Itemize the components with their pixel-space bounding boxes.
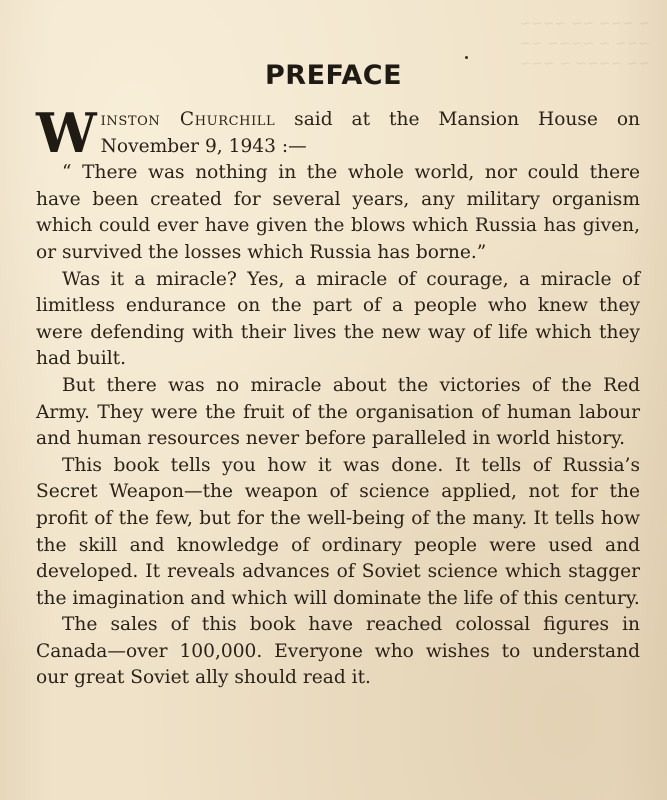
drop-cap: W [36, 101, 97, 165]
author-name: inston Churchill [100, 109, 276, 130]
paragraph-quote [36, 160, 640, 266]
quote-text: “ There was nothing in the whole world, nor could there have been created for several years, any military organism which could ever have given the blows which Russia has given, or survived the losses which Russia has borne.” [36, 162, 640, 263]
paragraph-sales: The sales of this book have reached colossal figures in Canada—over 100,000. Everyone who wishes to understand our great Soviet ally should read it. [36, 614, 640, 689]
paragraph-miracle: Was it a miracle? Yes, a miracle of courage, a miracle of limitless endurance on the part of a people who knew they were defending with their lives the new way of life which they had built. [36, 268, 640, 370]
paragraph-book: This book tells you how it was done. It tells of Russia’s Secret Weapon—the weapon of science applied, not for the profit of the few, but for the well-being of the many. It tells how the skill and knowledge of ordinary people were used and developed. It reveals advances of Soviet science which stagger the imagination and which will dominate the life of this century. [36, 454, 640, 609]
show-through-text: ~ ~~~ ~~ ~~~~ ~~~ ~ ~~~~ ~~ ~~ ~~~~ ~ ~~~ [519, 16, 650, 72]
ink-speck [465, 56, 468, 59]
preface-body [36, 101, 640, 692]
intro-text: said at the Mansion House on November 9, 1943 :— [100, 109, 640, 157]
page-title: PREFACE [264, 60, 403, 91]
paragraph-red-army: But there was no miracle about the victories of the Red Army. They were the fruit of the organisation of human labour and human resources never before paralleled in world history. [36, 374, 640, 450]
paragraph-intro [36, 101, 640, 165]
